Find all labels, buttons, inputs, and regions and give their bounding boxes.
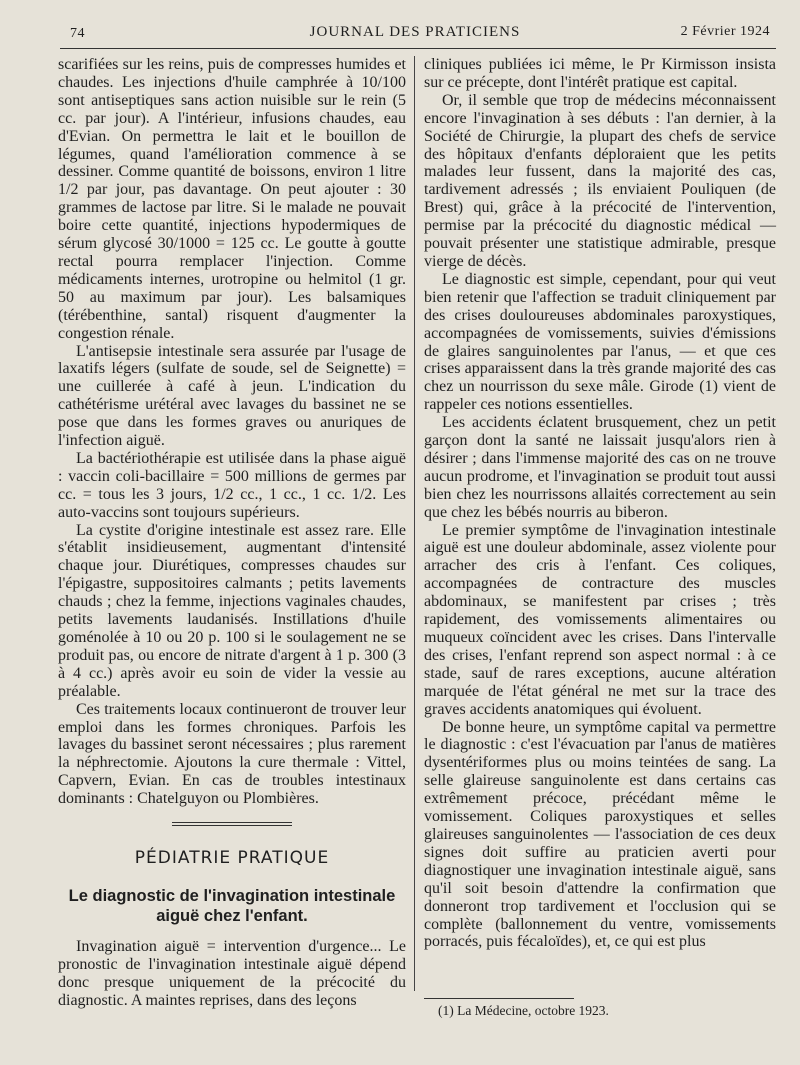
paragraph: La bactériothérapie est utilisée dans la phase aiguë : vaccin coli-bacillaire = 500 millions de germes par cc. = tous les 3 jours, 1/2 cc., 1 cc., 1 cc. 1/2. Les auto-vaccins sont toujours supérieurs. [58,449,406,521]
issue-date: 2 Février 1924 [680,24,770,39]
paragraph: De bonne heure, un symptôme capital va permettre le diagnostic : c'est l'évacuation par l'anus de matières dysentériformes plus ou moins teintées de sang. La selle glaireuse sanguinolente est dans certains cas extrêmement précoce, précédant même le vomissement. Coliques paroxystiques et selles glaireuses sanguinolentes — l'association de ces deux signes doit suffire au praticien averti pour diagnostiquer une invagination intestinale aiguë, sans qu'il soit besoin d'attendre la confirmation que donneront trop tardivement et l'occlusion qui se complète (ballonnement du ventre, vomissements porracés, puis fécaloïdes), et, ce qui est plus [424,718,776,951]
paragraph: Le premier symptôme de l'invagination intestinale aiguë est une douleur abdominale, assez violente pour arracher des cris à l'enfant. Ces coliques, accompagnées de contracture des muscles abdominaux, se manifestent par crises ; très rapidement, des vomissements alimentaires ou muqueux coïncident avec les crises. Dans l'intervalle des crises, l'enfant reprend son aspect normal : à ce stade, sauf de rares exceptions, aucune altération marquée de l'état général ne met sur la trace des graves accidents anatomiques qui évoluent. [424,521,776,718]
journal-title: JOURNAL DES PRATICIENS [309,24,521,40]
footnote-rule [424,998,574,999]
footnote: (1) La Médecine, octobre 1923. [438,1003,609,1018]
column-divider [414,56,415,991]
running-header [60,22,770,44]
paragraph: scarifiées sur les reins, puis de compresses humides et chaudes. Les injections d'huile camphrée à 10/100 sont antiseptiques sans action nuisible sur le rein (5 cc. par jour). A l'intérieur, infusions chaudes, eau d'Evian. On permettra le lait et le bouillon de légumes, quand l'amélioration commence à se dessiner. Comme quantité de boissons, environ 1 litre 1/2 par jour, pas davantage. On peut ajouter : 30 grammes de lactose par litre. Si le malade ne pouvait boire cette quantité, injections hypodermiques de sérum glycosé 30/1000 = 125 cc. Le goutte à goutte rectal pourra remplacer l'injection. Comme médicaments internes, urotropine ou helmitol (1 gr. 50 au maximum par jour). Les balsamiques (térébenthine, santal) risquent d'augmenter la congestion rénale. [58,56,406,342]
left-column [58,56,406,1010]
section-rule [172,822,292,823]
paragraph: Le diagnostic est simple, cependant, pour qui veut bien retenir que l'affection se traduit cliniquement par des crises douloureuses abdominales paroxystiques, accompagnées de vomissements, suivies d'émissions de glaires sanguinolentes par l'anus, — et que ces crises apparaissent dans la très grande majorité des cas chez un nourrisson du sexe mâle. Girode (1) vient de rappeler ces notions essentielles. [424,270,776,414]
paragraph: Invagination aiguë = intervention d'urgence... Le pronostic de l'invagination intestinale aiguë dépend donc presque uniquement de la précocité du diagnostic. A maintes reprises, dans des leçons [58,937,406,1009]
page-number: 74 [70,26,85,41]
paragraph: cliniques publiées ici même, le Pr Kirmisson insista sur ce précepte, dont l'intérêt pratique est capital. [424,56,776,91]
paragraph: Or, il semble que trop de médecins méconnaissent encore l'invagination à ses débuts : l'an dernier, à la Société de Chirurgie, la plupart des chefs de service des hôpitaux d'enfants déploraient que les petits malades leur fussent, dans la majorité des cas, tardivement adressés ; ils enviaient Pouliquen (de Brest) qui, grâce à la précocité de l'intervention, permise par la précocité du diagnostic médical — pouvait présenter une statistique admirable, presque vierge de décès. [424,91,776,270]
header-rule [60,48,776,49]
paragraph: Ces traitements locaux continueront de trouver leur emploi dans les formes chroniques. Parfois les lavages du bassinet seront nécessaires ; plus rarement la néphrectomie. Ajoutons la cure thermale : Vittel, Capvern, Evian. En cas de troubles intestinaux dominants : Chatelguyon ou Plombières. [58,700,406,808]
section-rule [172,825,292,826]
article-title: Le diagnostic de l'invagination intestinale aiguë chez l'enfant. [68,886,396,925]
paragraph: Les accidents éclatent brusquement, chez un petit garçon dont la santé ne laissait jusqu'alors rien à désirer ; dans l'immense majorité des cas on ne trouve aucun prodrome, et l'invagination se produit tout aussi bien chez les nourrissons allaités correctement au sein que chez les bébés nourris au biberon. [424,414,776,521]
paragraph: L'antisepsie intestinale sera assurée par l'usage de laxatifs légers (sulfate de soude, sel de Seignette) = une cuillerée à café à jeun. L'indication du cathétérisme urétéral avec lavages du bassinet ne se pose que dans les formes graves ou anuriques de l'infection aiguë. [58,342,406,450]
section-title: PÉDIATRIE PRATIQUE [134,848,330,869]
right-column [424,56,776,951]
paragraph: La cystite d'origine intestinale est assez rare. Elle s'établit insidieusement, augmentant d'intensité chaque jour. Diurétiques, compresses chaudes sur l'épigastre, suppositoires calmants ; petits lavements chauds ; chez la femme, injections vaginales chaudes, petits lavements laudanisés. Instillations d'huile goménolée à 10 ou 20 p. 100 si le soulagement ne se produit pas, ou encore de nitrate d'argent à 1 p. 300 (3 à 4 cc.) après avoir eu soin de vider la vessie au préalable. [58,521,406,700]
